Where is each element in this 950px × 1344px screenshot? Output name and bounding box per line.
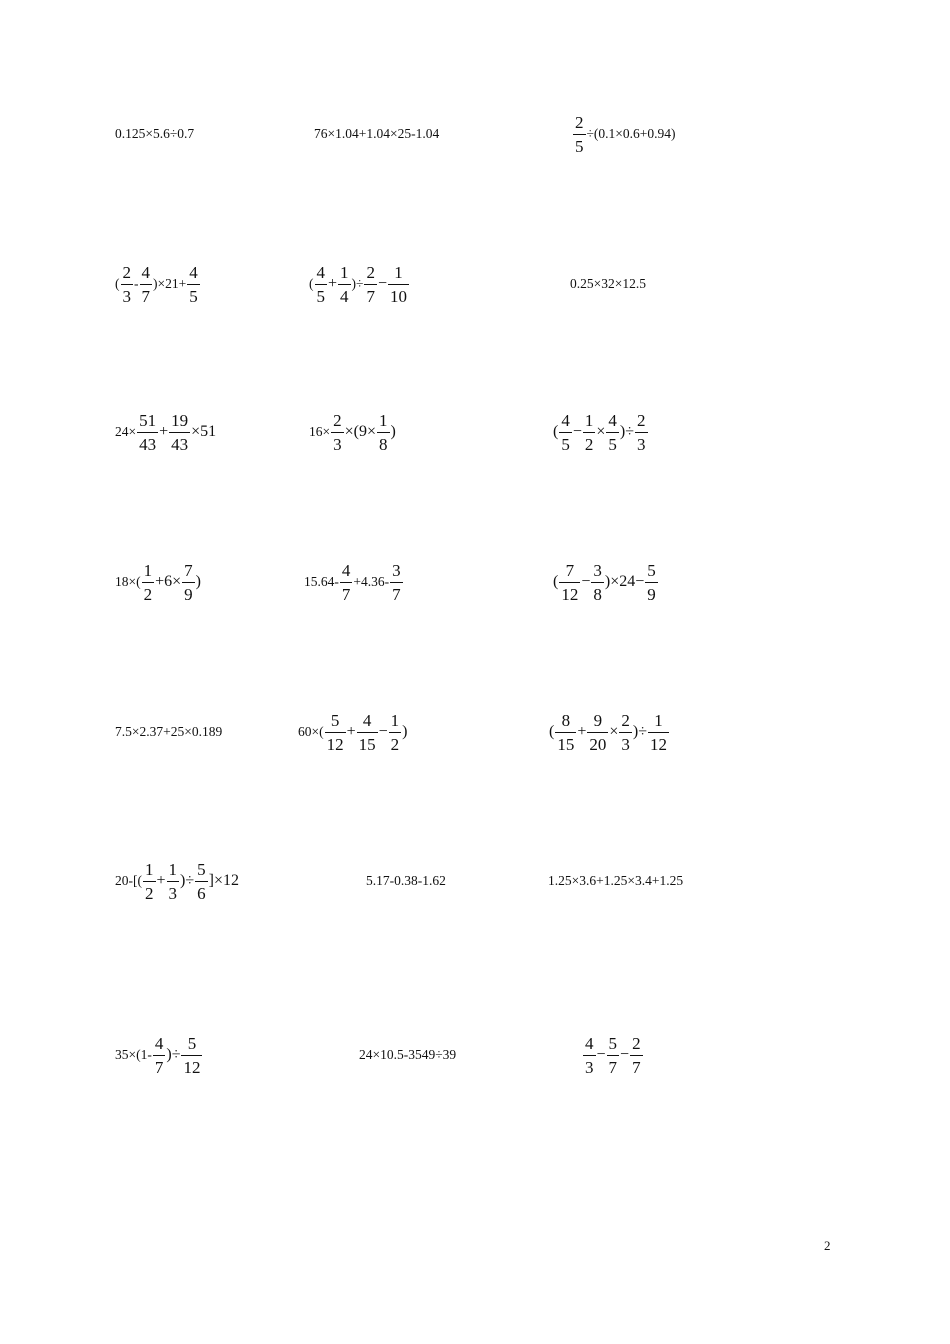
denominator: 3 <box>619 732 632 753</box>
denominator: 5 <box>573 134 586 155</box>
fraction <box>338 264 351 305</box>
fraction <box>583 1035 596 1076</box>
denominator: 7 <box>340 582 353 603</box>
expression-text: 35×(1- <box>115 1047 152 1063</box>
expression-text: ×(9× <box>344 423 376 440</box>
problem-expression <box>582 1035 644 1076</box>
denominator: 3 <box>167 881 180 902</box>
expression-text: 16× <box>309 424 331 440</box>
fraction <box>182 562 195 603</box>
numerator: 1 <box>584 410 594 430</box>
expression-text: ( <box>309 276 314 292</box>
numerator: 4 <box>141 262 150 282</box>
numerator: 1 <box>654 710 663 730</box>
denominator: 15 <box>555 732 576 753</box>
fraction <box>143 861 156 902</box>
denominator: 7 <box>390 582 403 603</box>
problem-expression <box>553 562 659 603</box>
expression-text: )÷ <box>619 423 634 440</box>
expression-text: ×51 <box>191 423 217 440</box>
denominator: 15 <box>357 732 378 753</box>
expression-text: ]×12 <box>208 872 239 889</box>
denominator: 7 <box>153 1055 166 1076</box>
problem-expression <box>115 562 201 603</box>
numerator: 8 <box>561 710 571 730</box>
numerator: 2 <box>366 262 375 282</box>
problem-expression <box>115 264 201 305</box>
fraction <box>619 712 632 753</box>
numerator: 7 <box>184 560 193 580</box>
expression-text: 24× <box>115 424 137 440</box>
denominator: 2 <box>142 582 155 603</box>
denominator: 10 <box>388 284 409 305</box>
fraction <box>583 412 596 453</box>
numerator: 4 <box>341 560 351 580</box>
problem-expression <box>304 562 404 603</box>
numerator: 1 <box>379 410 388 430</box>
fraction <box>635 412 648 453</box>
expression-text: )÷ <box>166 1046 181 1063</box>
numerator: 3 <box>593 560 602 580</box>
fraction <box>591 562 604 603</box>
fraction <box>559 412 572 453</box>
expression-text: +6× <box>155 573 182 590</box>
numerator: 2 <box>333 410 342 430</box>
denominator: 8 <box>591 582 604 603</box>
numerator: 4 <box>154 1033 164 1053</box>
page-number: 2 <box>824 1238 831 1253</box>
denominator: 8 <box>377 432 390 453</box>
fraction <box>142 562 155 603</box>
numerator: 4 <box>189 262 198 282</box>
denominator: 20 <box>587 732 608 753</box>
numerator: 4 <box>585 1033 594 1053</box>
expression-text: 15.64- <box>304 574 339 590</box>
numerator: 1 <box>145 859 154 879</box>
fraction <box>195 861 208 902</box>
fraction <box>555 712 576 753</box>
numerator: 2 <box>122 262 131 282</box>
denominator: 43 <box>169 432 190 453</box>
numerator: 2 <box>575 112 584 132</box>
fraction <box>169 412 190 453</box>
numerator: 3 <box>392 560 401 580</box>
fraction <box>153 1035 166 1076</box>
numerator: 1 <box>168 859 178 879</box>
expression-text: − <box>596 1046 606 1063</box>
numerator: 19 <box>171 410 189 430</box>
fraction <box>140 264 153 305</box>
expression-text: + <box>159 423 169 440</box>
numerator: 5 <box>330 710 340 730</box>
fraction <box>181 1035 202 1076</box>
fraction <box>630 1035 643 1076</box>
expression-text: 0.125×5.6÷0.7 <box>115 126 195 141</box>
expression-text: × <box>596 423 606 440</box>
problem-expression <box>115 1035 203 1076</box>
denominator: 2 <box>583 432 596 453</box>
problem-expression <box>298 712 408 753</box>
fraction <box>167 861 180 902</box>
numerator: 2 <box>637 410 646 430</box>
problem-expression <box>549 712 670 753</box>
expression-text: 18×( <box>115 574 141 590</box>
numerator: 5 <box>187 1033 197 1053</box>
fraction <box>187 264 200 305</box>
expression-text: × <box>609 723 619 740</box>
denominator: 12 <box>325 732 346 753</box>
denominator: 7 <box>607 1055 620 1076</box>
denominator: 2 <box>389 732 402 753</box>
expression-text: ( <box>115 276 120 292</box>
fraction <box>325 712 346 753</box>
numerator: 4 <box>362 710 372 730</box>
expression-text: )÷ <box>180 872 195 889</box>
fraction <box>606 412 619 453</box>
expression-text: ( <box>549 723 555 740</box>
denominator: 9 <box>182 582 195 603</box>
denominator: 12 <box>181 1055 202 1076</box>
denominator: 3 <box>583 1055 596 1076</box>
denominator: 43 <box>137 432 158 453</box>
denominator: 7 <box>364 284 377 305</box>
expression-text: 7.5×2.37+25×0.189 <box>115 724 223 739</box>
denominator: 9 <box>645 582 658 603</box>
denominator: 3 <box>635 432 648 453</box>
problem-expression <box>115 127 194 141</box>
denominator: 5 <box>606 432 619 453</box>
expression-text: − <box>378 723 388 740</box>
fraction <box>340 562 353 603</box>
expression-text: 20-[( <box>115 873 142 889</box>
fraction <box>137 412 158 453</box>
problem-expression <box>572 114 676 155</box>
denominator: 12 <box>648 732 669 753</box>
expression-text: − <box>620 1046 630 1063</box>
fraction <box>357 712 378 753</box>
numerator: 2 <box>621 710 630 730</box>
fraction <box>573 114 586 155</box>
expression-text: +4.36- <box>353 574 390 590</box>
numerator: 9 <box>593 710 603 730</box>
numerator: 5 <box>197 859 206 879</box>
problem-expression <box>359 1048 456 1062</box>
expression-text: 0.25×32×12.5 <box>570 276 646 291</box>
denominator: 2 <box>143 881 156 902</box>
expression-text: − <box>377 275 387 292</box>
expression-text: 76×1.04+1.04×25-1.04 <box>314 126 440 141</box>
expression-text: 5.17-0.38-1.62 <box>366 873 446 888</box>
expression-text: + <box>346 723 356 740</box>
problem-expression <box>115 412 216 453</box>
problem-expression <box>115 861 239 902</box>
expression-text: )×21+ <box>153 276 187 292</box>
fraction <box>121 264 134 305</box>
problem-expression <box>309 264 410 305</box>
expression-text: 24×10.5-3549÷39 <box>359 1047 457 1062</box>
expression-text: )÷ <box>351 276 364 292</box>
expression-text: − <box>581 573 591 590</box>
numerator: 1 <box>143 560 153 580</box>
fraction <box>377 412 390 453</box>
expression-text: - <box>134 276 139 292</box>
denominator: 7 <box>630 1055 643 1076</box>
expression-text: ( <box>553 573 559 590</box>
fraction <box>390 562 403 603</box>
fraction <box>364 264 377 305</box>
numerator: 51 <box>139 410 157 430</box>
denominator: 4 <box>338 284 351 305</box>
numerator: 4 <box>608 410 617 430</box>
fraction <box>315 264 328 305</box>
numerator: 4 <box>561 410 570 430</box>
denominator: 5 <box>559 432 572 453</box>
numerator: 4 <box>316 262 325 282</box>
denominator: 5 <box>187 284 200 305</box>
fraction <box>607 1035 620 1076</box>
denominator: 3 <box>331 432 344 453</box>
denominator: 7 <box>140 284 153 305</box>
problem-expression <box>314 127 439 141</box>
numerator: 7 <box>565 560 575 580</box>
fraction <box>389 712 402 753</box>
numerator: 5 <box>608 1033 618 1053</box>
expression-text: ÷(0.1×0.6+0.94) <box>586 126 676 142</box>
problem-expression <box>309 412 396 453</box>
expression-text: + <box>328 275 338 292</box>
numerator: 1 <box>390 710 400 730</box>
problem-expression <box>570 277 646 291</box>
denominator: 6 <box>195 881 208 902</box>
expression-text: ) <box>195 573 201 590</box>
expression-text: 60×( <box>298 724 324 740</box>
fraction <box>388 264 409 305</box>
fraction <box>559 562 580 603</box>
expression-text: )×24− <box>604 573 645 590</box>
expression-text: ) <box>402 723 408 740</box>
numerator: 1 <box>394 262 403 282</box>
expression-text: ( <box>553 423 559 440</box>
numerator: 2 <box>632 1033 641 1053</box>
expression-text: + <box>156 872 166 889</box>
problem-expression <box>115 725 222 739</box>
expression-text: )÷ <box>632 723 647 740</box>
denominator: 3 <box>121 284 134 305</box>
fraction <box>587 712 608 753</box>
expression-text: + <box>577 723 587 740</box>
expression-text: ) <box>390 423 396 440</box>
fraction <box>648 712 669 753</box>
expression-text: − <box>572 423 582 440</box>
fraction <box>645 562 658 603</box>
denominator: 5 <box>315 284 328 305</box>
problem-expression <box>548 874 683 888</box>
expression-text: 1.25×3.6+1.25×3.4+1.25 <box>548 873 684 888</box>
problem-expression <box>366 874 446 888</box>
denominator: 12 <box>559 582 580 603</box>
problem-expression <box>553 412 649 453</box>
numerator: 5 <box>647 560 656 580</box>
numerator: 1 <box>340 262 349 282</box>
fraction <box>331 412 344 453</box>
